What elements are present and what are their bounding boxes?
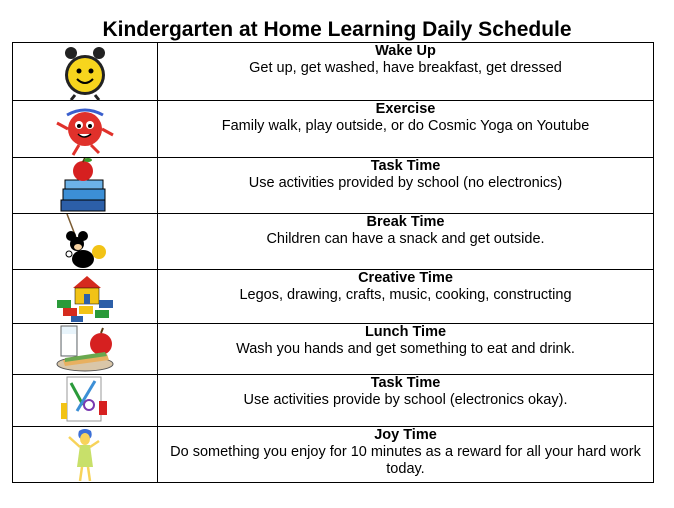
activity-title: Lunch Time (364, 324, 447, 340)
joy-character-icon (53, 427, 117, 483)
table-row (13, 324, 654, 375)
icon-cell (13, 324, 158, 375)
activity-description: Family walk, play outside, or do Cosmic Yoga on Youtube (221, 118, 590, 134)
icon-cell (13, 158, 158, 214)
table-row (13, 375, 654, 427)
table-row (13, 101, 654, 158)
activity-title: Joy Time (374, 427, 437, 443)
activity-title: Creative Time (358, 270, 453, 286)
icon-cell (13, 427, 158, 483)
table-row (13, 158, 654, 214)
school-supplies-icon (53, 375, 117, 425)
activity-title: Wake Up (375, 43, 436, 59)
activity-cell (158, 427, 654, 483)
activity-description: Use activities provided by school (no electronics) (248, 175, 563, 191)
activity-cell (158, 375, 654, 427)
activity-cell (158, 270, 654, 324)
table-row (13, 270, 654, 324)
activity-title: Exercise (375, 101, 436, 117)
activity-cell (158, 158, 654, 214)
table-row (13, 43, 654, 101)
activity-description: Do something you enjoy for 10 minutes as a reward for all your hard work today. (170, 444, 641, 477)
activity-description: Children can have a snack and get outside. (266, 231, 545, 247)
icon-cell (13, 375, 158, 427)
activity-description: Legos, drawing, crafts, music, cooking, constructing (239, 287, 572, 303)
mickey-swing-icon (53, 214, 117, 270)
activity-cell (158, 101, 654, 158)
icon-cell (13, 101, 158, 158)
activity-title: Task Time (370, 375, 441, 391)
activity-cell (158, 324, 654, 375)
running-apple-icon (53, 101, 117, 157)
schedule-table (12, 42, 654, 483)
icon-cell (13, 43, 158, 101)
table-row (13, 214, 654, 270)
books-apple-icon (53, 158, 117, 214)
lunch-sandwich-icon (53, 324, 117, 374)
activity-title: Task Time (370, 158, 441, 174)
activity-description: Wash you hands and get something to eat and drink. (236, 341, 575, 357)
activity-title: Break Time (366, 214, 445, 230)
activity-description: Get up, get washed, have breakfast, get dressed (249, 60, 562, 76)
activity-description: Use activities provide by school (electronics okay). (243, 392, 568, 408)
activity-cell (158, 43, 654, 101)
alarm-clock-icon (53, 45, 117, 101)
icon-cell (13, 270, 158, 324)
lego-house-icon (53, 270, 117, 326)
icon-cell (13, 214, 158, 270)
activity-cell (158, 214, 654, 270)
page-title: Kindergarten at Home Learning Daily Schedule (102, 18, 572, 41)
table-row (13, 427, 654, 483)
